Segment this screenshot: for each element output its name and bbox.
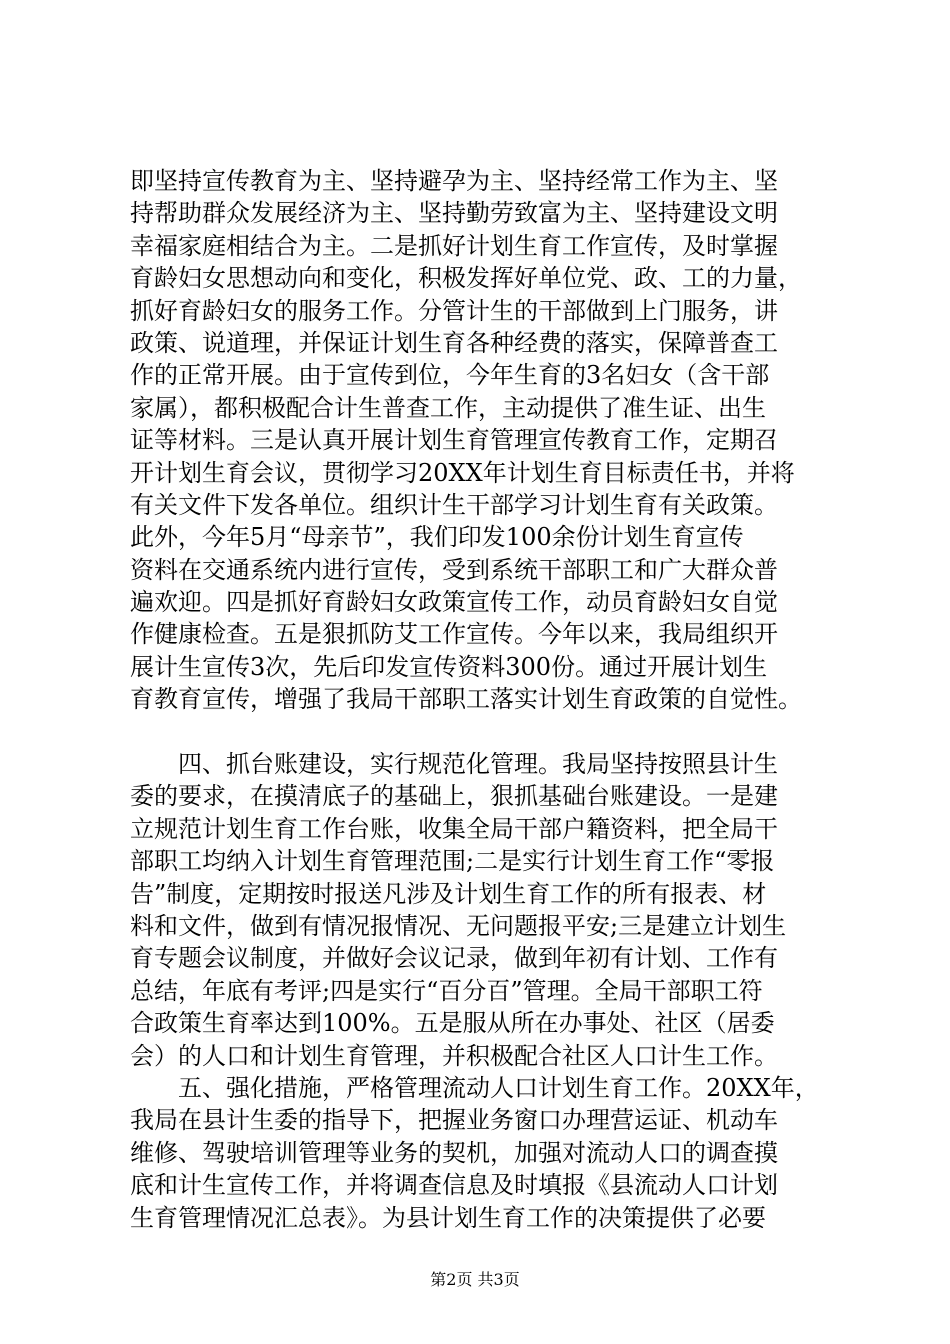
text-line: 资料在交通系统内进行宣传，受到系统干部职工和广大群众普	[130, 555, 778, 584]
text-line: 抓好育龄妇女的服务工作。分管计生的干部做到上门服务，讲	[130, 296, 778, 325]
page-footer: 第2页 共3页	[430, 1270, 520, 1289]
paragraph	[130, 165, 850, 716]
paragraph	[130, 748, 850, 1072]
text-line: 开计划生育会议，贯彻学习20XX年计划生育目标责任书，并将	[130, 458, 795, 487]
text-line: 作健康检查。五是狠抓防艾工作宣传。今年以来，我局组织开	[130, 620, 778, 649]
text-line: 我局在县计生委的指导下，把握业务窗口办理营运证、机动车	[130, 1106, 778, 1135]
text-line: 生育管理情况汇总表》。为县计划生育工作的决策提供了必要	[130, 1203, 766, 1232]
text-line: 作的正常开展。由于宣传到位，今年生育的3名妇女（含干部	[130, 361, 770, 390]
text-line: 底和计生宣传工作，并将调查信息及时填报《县流动人口计划	[130, 1171, 778, 1200]
text-line: 展计生宣传3次，先后印发宣传资料300份。通过开展计划生	[130, 652, 768, 681]
text-line: 五、强化措施，严格管理流动人口计划生育工作。20XX年，	[178, 1073, 819, 1102]
text-line: 部职工均纳入计划生育管理范围;二是实行计划生育工作“零报	[130, 847, 775, 876]
text-line: 告”制度，定期按时报送凡涉及计划生育工作的所有报表、材	[130, 879, 767, 908]
paragraph-gap	[130, 716, 850, 748]
document-body	[130, 165, 850, 1234]
text-line: 此外，今年5月“母亲节”，我们印发100余份计划生育宣传	[130, 523, 744, 552]
text-line: 育教育宣传，增强了我局干部职工落实计划生育政策的自觉性。	[130, 685, 802, 714]
text-line: 证等材料。三是认真开展计划生育管理宣传教育工作，定期召	[130, 426, 778, 455]
text-line: 有关文件下发各单位。组织计生干部学习计划生育有关政策。	[130, 490, 778, 519]
text-line: 幸福家庭相结合为主。二是抓好计划生育工作宣传，及时掌握	[130, 231, 778, 260]
text-line: 立规范计划生育工作台账，收集全局干部户籍资料，把全局干	[130, 814, 778, 843]
text-line: 四、抓台账建设，实行规范化管理。我局坚持按照县计生	[178, 750, 778, 779]
text-line: 遍欢迎。四是抓好育龄妇女政策宣传工作，动员育龄妇女自觉	[130, 588, 778, 617]
text-line: 委的要求，在摸清底子的基础上，狠抓基础台账建设。一是建	[130, 782, 778, 811]
text-line: 即坚持宣传教育为主、坚持避孕为主、坚持经常工作为主、坚	[130, 167, 778, 195]
text-line: 合政策生育率达到100%。五是服从所在办事处、社区（居委	[130, 1009, 775, 1038]
text-line: 总结，年底有考评;四是实行“百分百”管理。全局干部职工符	[130, 976, 763, 1005]
text-line: 育龄妇女思想动向和变化，积极发挥好单位党、政、工的力量，	[130, 264, 802, 293]
text-line: 政策、说道理，并保证计划生育各种经费的落实，保障普查工	[130, 328, 778, 357]
text-line: 育专题会议制度，并做好会议记录，做到年初有计划、工作有	[130, 944, 778, 973]
paragraph	[130, 1072, 850, 1234]
text-line: 家属），都积极配合计生普查工作，主动提供了准生证、出生	[130, 393, 766, 422]
text-line: 维修、驾驶培训管理等业务的契机，加强对流动人口的调查摸	[130, 1138, 778, 1167]
text-line: 持帮助群众发展经济为主、坚持勤劳致富为主、坚持建设文明	[130, 199, 778, 228]
text-line: 料和文件，做到有情况报情况、无问题报平安;三是建立计划生	[130, 911, 787, 940]
text-line: 会）的人口和计划生育管理，并积极配合社区人口计生工作。	[130, 1041, 778, 1070]
